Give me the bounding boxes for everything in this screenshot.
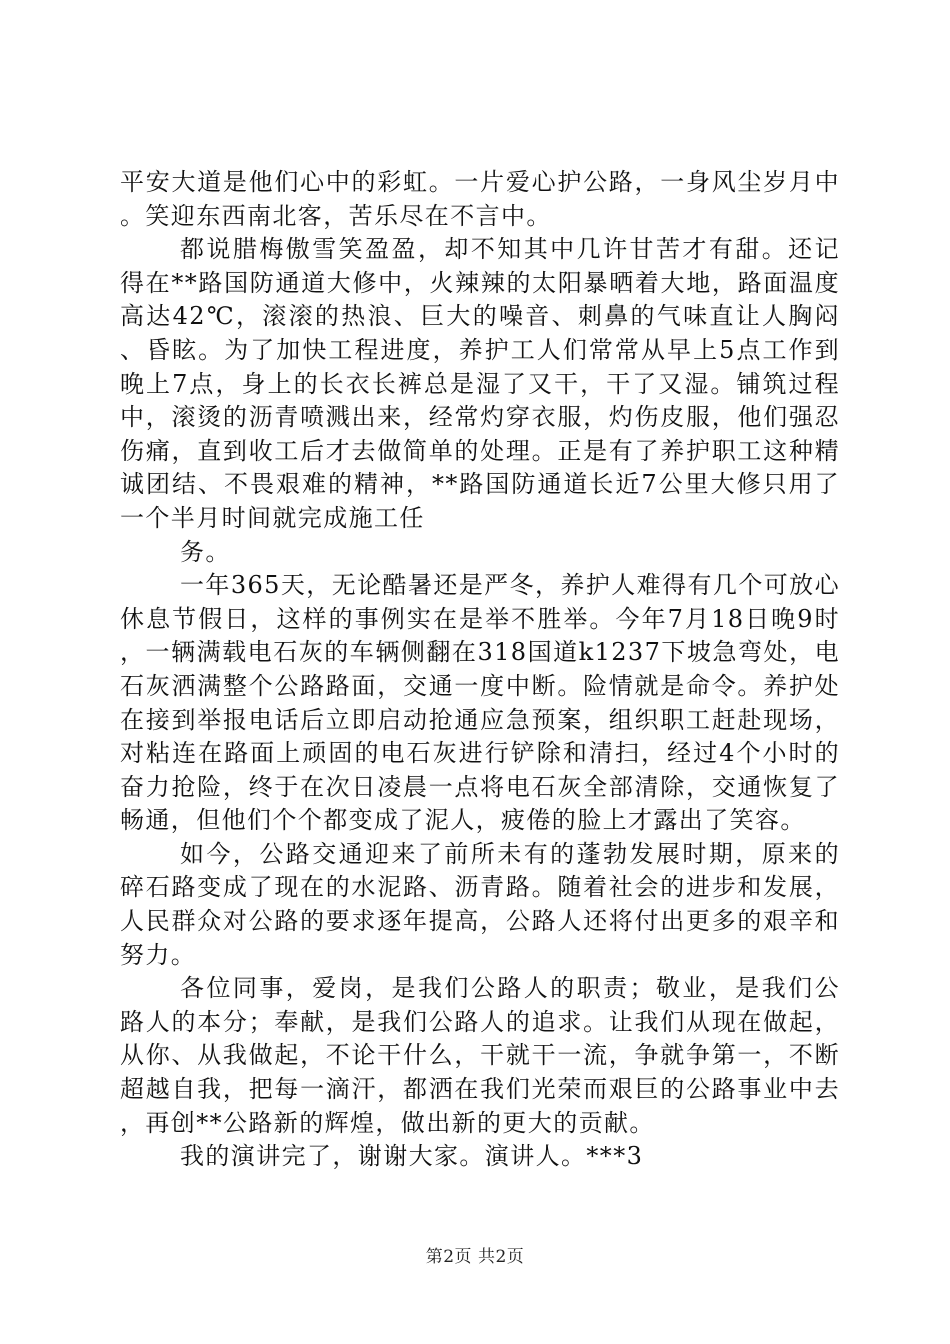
paragraph-3: 一年365天，无论酷暑还是严冬，养护人难得有几个可放心休息节假日，这样的事例实在是举不胜举。今年7月18日晚9时，一辆满载电石灰的车辆侧翻在318国道k1237下坡急弯处，电石灰洒满整个公路路面，交通一度中断。险情就是命令。养护处在接到举报电话后立即启动抢通应急预案，组织职工赶赴现场，对粘连在路面上顽固的电石灰进行铲除和清扫，经过4个小时的奋力抢险，终于在次日凌晨一点将电石灰全部清除，交通恢复了畅通，但他们个个都变成了泥人，疲倦的脸上才露出了笑容。 — [120, 571, 840, 835]
paragraph-6: 我的演讲完了，谢谢大家。演讲人。***3 — [180, 1142, 644, 1171]
paragraph-1: 平安大道是他们心中的彩虹。一片爱心护公路，一身风尘岁月中。笑迎东西南北客，苦乐尽在不言中。 — [120, 168, 840, 230]
document-body — [120, 166, 840, 1174]
paragraph-2: 都说腊梅傲雪笑盈盈，却不知其中几许甘苦才有甜。还记得在**路国防通道大修中，火辣辣的太阳暴晒着大地，路面温度高达42℃，滚滚的热浪、巨大的噪音、刺鼻的气味直让人胸闷、昏眩。为了加快工程进度，养护工人们常常从早上5点工作到晚上7点，身上的长衣长裤总是湿了又干，干了又湿。铺筑过程中，滚烫的沥青喷溅出来，经常灼穿衣服，灼伤皮服，他们强忍伤痛，直到收工后才去做简单的处理。正是有了养护职工这种精诚团结、不畏艰难的精神，**路国防通道长近7公里大修只用了一个半月时间就完成施工任 — [120, 235, 840, 532]
paragraph-2-continuation: 务。 — [180, 537, 231, 566]
page-footer: 第2页 共2页 — [425, 1247, 525, 1267]
paragraph-5: 各位同事，爱岗，是我们公路人的职责；敬业，是我们公路人的本分；奉献，是我们公路人的追求。让我们从现在做起，从你、从我做起，不论干什么，干就干一流，争就争第一，不断超越自我，把每一滴汗，都洒在我们光荣而艰巨的公路事业中去，再创**公路新的辉煌，做出新的更大的贡献。 — [120, 974, 840, 1137]
paragraph-4: 如今，公路交通迎来了前所未有的蓬勃发展时期，原来的碎石路变成了现在的水泥路、沥青路。随着社会的进步和发展，人民群众对公路的要求逐年提高，公路人还将付出更多的艰辛和努力。 — [120, 839, 840, 969]
